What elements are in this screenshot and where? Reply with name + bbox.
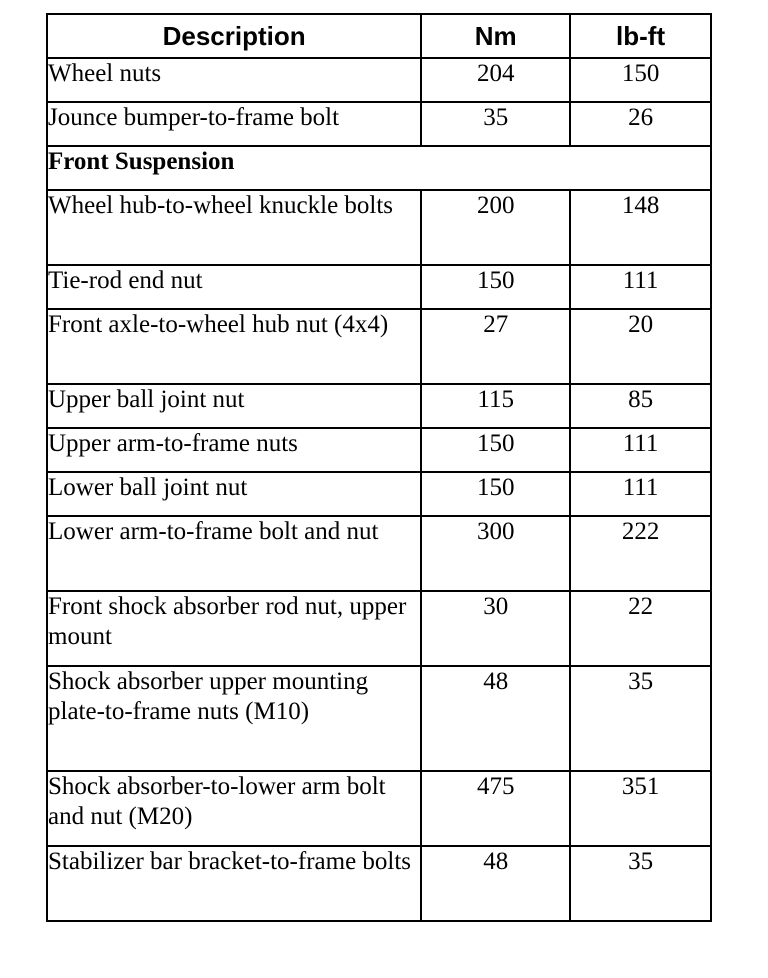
row-lbft: 22	[570, 591, 711, 666]
row-nm: 30	[421, 591, 570, 666]
row-description: Shock absorber-to-lower arm bolt and nut (M20)	[47, 771, 421, 846]
row-lbft: 351	[570, 771, 711, 846]
table-row	[47, 102, 711, 146]
table-row	[47, 516, 711, 591]
table-row	[47, 190, 711, 265]
row-lbft: 85	[570, 384, 711, 428]
row-nm: 27	[421, 309, 570, 384]
row-nm: 150	[421, 265, 570, 309]
table-row	[47, 265, 711, 309]
row-description: Jounce bumper-to-frame bolt	[47, 102, 421, 146]
table-row	[47, 666, 711, 771]
row-nm: 150	[421, 428, 570, 472]
header-description: Description	[47, 14, 421, 58]
row-nm: 48	[421, 666, 570, 771]
row-description: Front axle-to-wheel hub nut (4x4)	[47, 309, 421, 384]
row-nm: 48	[421, 846, 570, 921]
table-row	[47, 472, 711, 516]
row-lbft: 20	[570, 309, 711, 384]
row-nm: 115	[421, 384, 570, 428]
row-description: Tie-rod end nut	[47, 265, 421, 309]
row-description: Lower ball joint nut	[47, 472, 421, 516]
row-lbft: 150	[570, 58, 711, 102]
row-nm: 35	[421, 102, 570, 146]
row-lbft: 35	[570, 666, 711, 771]
header-row	[47, 14, 711, 58]
row-nm: 300	[421, 516, 570, 591]
row-description: Wheel hub-to-wheel knuckle bolts	[47, 190, 421, 265]
header-lbft: lb-ft	[570, 14, 711, 58]
row-lbft: 111	[570, 428, 711, 472]
row-description: Upper ball joint nut	[47, 384, 421, 428]
row-lbft: 222	[570, 516, 711, 591]
section-row	[47, 146, 711, 190]
row-lbft: 111	[570, 265, 711, 309]
header-nm: Nm	[421, 14, 570, 58]
row-lbft: 148	[570, 190, 711, 265]
table-row	[47, 58, 711, 102]
torque-spec-table	[46, 13, 712, 922]
row-description: Lower arm-to-frame bolt and nut	[47, 516, 421, 591]
row-lbft: 26	[570, 102, 711, 146]
row-lbft: 111	[570, 472, 711, 516]
table-row	[47, 384, 711, 428]
row-description: Wheel nuts	[47, 58, 421, 102]
table-row	[47, 428, 711, 472]
row-description: Front shock absorber rod nut, upper mount	[47, 591, 421, 666]
row-description: Shock absorber upper mounting plate-to-frame nuts (M10)	[47, 666, 421, 771]
table-row	[47, 771, 711, 846]
row-nm: 475	[421, 771, 570, 846]
section-heading: Front Suspension	[47, 146, 711, 190]
row-description: Stabilizer bar bracket-to-frame bolts	[47, 846, 421, 921]
row-nm: 200	[421, 190, 570, 265]
row-description: Upper arm-to-frame nuts	[47, 428, 421, 472]
table-row	[47, 309, 711, 384]
row-nm: 204	[421, 58, 570, 102]
table-row	[47, 591, 711, 666]
table-row	[47, 846, 711, 921]
row-nm: 150	[421, 472, 570, 516]
row-lbft: 35	[570, 846, 711, 921]
